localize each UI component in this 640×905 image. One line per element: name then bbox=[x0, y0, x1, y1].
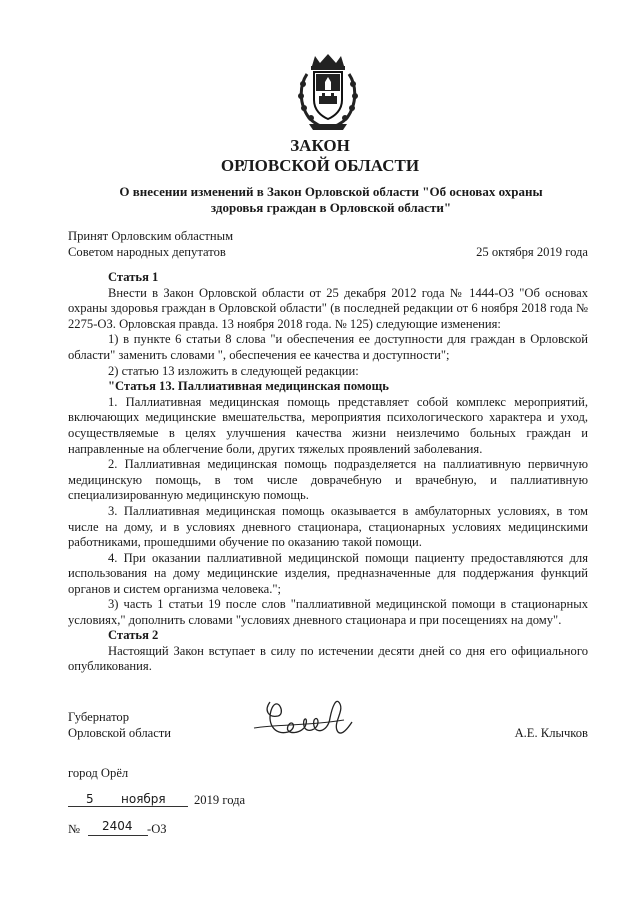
handwritten-month: ноября bbox=[121, 792, 166, 806]
article-1-item-3: 3) часть 1 статьи 19 после слов "паллиативной медицинской помощи в стационарных условиях," дополнить словами "условиях дневного стационара и при посещениях на дому". bbox=[68, 597, 588, 628]
signatory-name: А.Е. Клычков bbox=[514, 726, 588, 740]
article-13-paragraph-3: 3. Паллиативная медицинская помощь оказывается в амбулаторных условиях, в том числе на дому, и в условиях дневного стационара, стационарных условиях медицинскими работниками, прошедшими обучение по оказанию такой помощи. bbox=[68, 503, 588, 550]
law-number-prefix: № bbox=[68, 822, 81, 836]
article-1-item-2: 2) статью 13 изложить в следующей редакции: bbox=[108, 363, 359, 378]
article-1-heading: Статья 1 bbox=[108, 270, 159, 284]
number-underline bbox=[88, 835, 148, 836]
signatory-position-line2: Орловской области bbox=[68, 726, 172, 740]
city: город Орёл bbox=[68, 766, 129, 780]
date-underline bbox=[68, 806, 188, 807]
article-13-paragraph-4: 4. При оказании паллиативной медицинской помощи пациенту предоставляются для использования на дому медицинские изделия, предназначенные для поддержания функций органов и систем организма человека."; bbox=[68, 550, 588, 596]
coat-of-arms-emblem bbox=[295, 52, 361, 134]
law-region: ОРЛОВСКОЙ ОБЛАСТИ bbox=[220, 156, 420, 175]
date-year: 2019 года bbox=[194, 793, 246, 807]
article-1-item-1: 1) в пункте 6 статьи 8 слова "и обеспечения ее доступности для граждан в Орловской области" заменить словами ", обеспечения ее качества и доступности"; bbox=[68, 332, 588, 362]
signatory-position-line1: Губернатор bbox=[68, 710, 129, 724]
law-subject: О внесении изменений в Закон Орловской области "Об основах охраны здоровья граждан в Орловской области" bbox=[119, 184, 543, 215]
article-13-paragraph-1: 1. Паллиативная медицинская помощь представляет собой комплекс мероприятий, включающих медицинские вмешательства, мероприятия психологического характера и уход, осуществляемые в целях улучшения качества жизни неизлечимо больных граждан и направленные на облегчение боли, других тяжелых проявлений заболевания. bbox=[68, 394, 588, 456]
adopted-by-line1: Принят Орловским областным bbox=[68, 229, 234, 243]
article-2-text: Настоящий Закон вступает в силу по истечении десяти дней со дня его официального опубликования. bbox=[68, 643, 588, 674]
handwritten-number: 2404 bbox=[102, 819, 133, 833]
article-13-paragraph-2: 2. Паллиативная медицинская помощь подразделяется на паллиативную первичную медицинскую помощь, в том числе доврачебную и врачебную, и паллиативную специализированную медицинскую помощь. bbox=[68, 457, 588, 503]
article-1 bbox=[68, 270, 588, 629]
article-1-intro: Внести в Закон Орловской области от 25 декабря 2012 года № 1444-ОЗ "Об основах охраны здоровья граждан в Орловской области" (в последней редакции от 6 ноября 2018 года № 2275-ОЗ. Орловская правда. 13 ноября 2018 года. № 125) следующие изменения: bbox=[68, 285, 588, 331]
handwritten-day: 5 bbox=[86, 792, 94, 806]
law-title: ЗАКОН bbox=[290, 136, 350, 155]
article-2-heading: Статья 2 bbox=[108, 628, 159, 642]
handwritten-signature bbox=[248, 688, 358, 748]
adopted-by-line2: Советом народных депутатов bbox=[68, 245, 226, 259]
article-13-heading: "Статья 13. Паллиативная медицинская помощь bbox=[108, 379, 389, 394]
law-number-suffix: -ОЗ bbox=[147, 822, 167, 836]
article-2 bbox=[68, 628, 588, 675]
adopted-date: 25 октября 2019 года bbox=[476, 245, 588, 259]
